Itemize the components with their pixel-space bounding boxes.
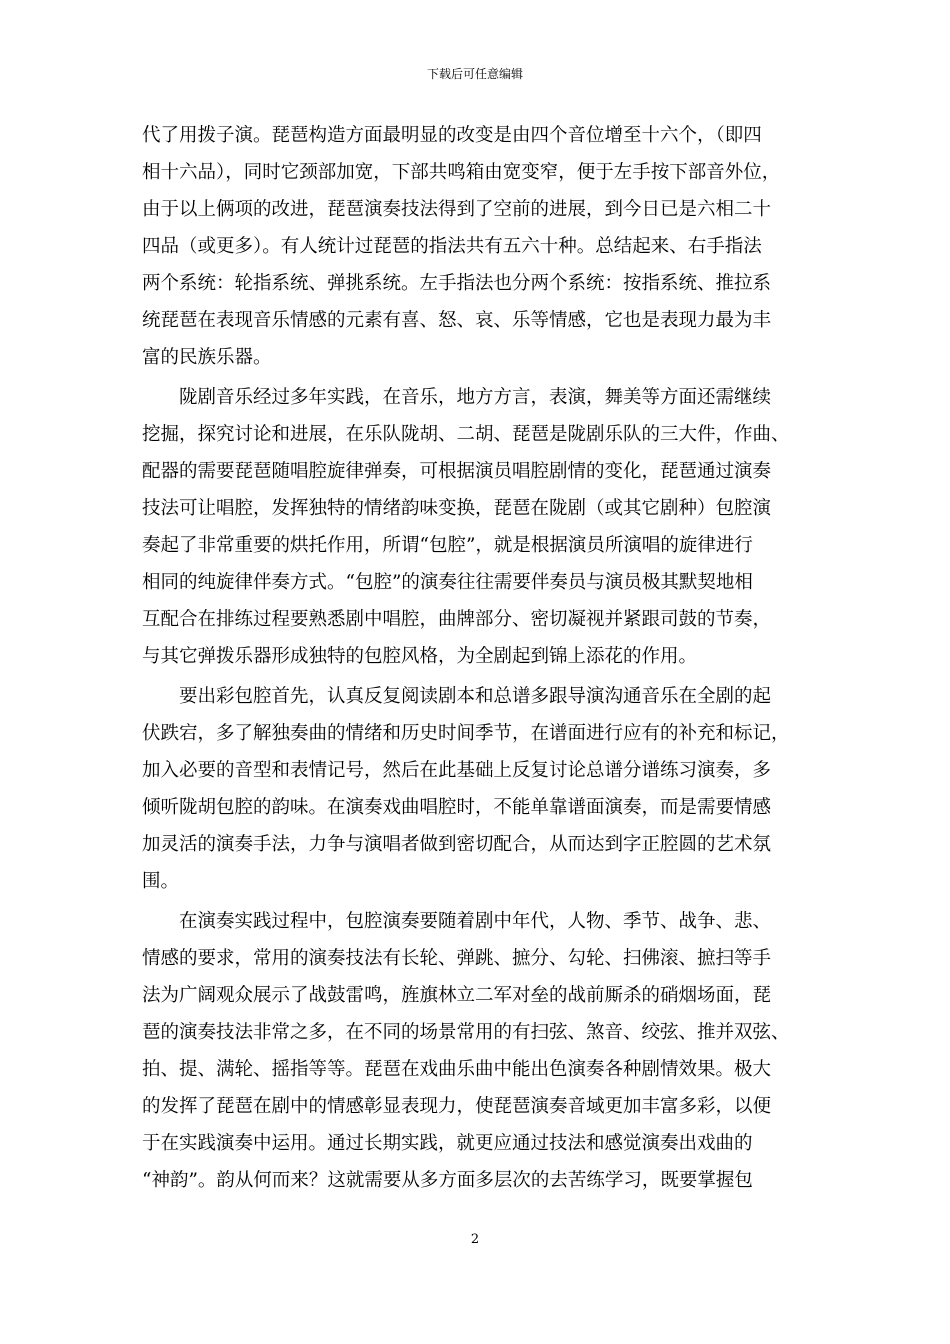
- text-line: 与其它弹拨乐器形成独特的包腔风格，为全剧起到锦上添花的作用。: [142, 646, 698, 667]
- text-line: 在演奏实践过程中，包腔演奏要随着剧中年代，人物、季节、战争、悲、: [142, 911, 772, 932]
- document-body: [142, 117, 814, 1199]
- text-line: “神韵”。韵从何而来？这就需要从多方面多层次的去苦练学习，既要掌握包: [142, 1170, 753, 1191]
- text-line: 互配合在排练过程要熟悉剧中唱腔，曲牌部分、密切凝视并紧跟司鼓的节奏，: [142, 609, 772, 630]
- text-line: 陇剧音乐经过多年实践，在音乐，地方方言，表演，舞美等方面还需继续: [142, 387, 772, 408]
- text-line: 于在实践演奏中运用。通过长期实践，就更应通过技法和感觉演奏出戏曲的: [142, 1133, 753, 1154]
- text-line: 法为广阔观众展示了战鼓雷鸣，旌旗林立二军对垒的战前厮杀的硝烟场面，琵: [142, 985, 772, 1006]
- text-line: 要出彩包腔首先，认真反复阅读剧本和总谱多跟导演沟通音乐在全剧的起: [142, 686, 772, 707]
- text-line: 加灵活的演奏手法，力争与演唱者做到密切配合，从而达到字正腔圆的艺术氛: [142, 834, 772, 855]
- text-line: 相十六品），同时它颈部加宽，下部共鸣箱由宽变窄，便于左手按下部音外位，: [142, 162, 781, 183]
- text-line: 情感的要求，常用的演奏技法有长轮、弹跳、摭分、勾轮、扫佛滚、摭扫等手: [142, 948, 772, 969]
- text-line: 相同的纯旋律伴奏方式。“包腔”的演奏往往需要伴奏员与演员极其默契地相: [142, 572, 753, 593]
- text-line: 围。: [142, 871, 180, 892]
- text-line: 富的民族乐器。: [142, 347, 272, 368]
- text-line: 拍、提、满轮、摇指等等。琵琶在戏曲乐曲中能出色演奏各种剧情效果。极大: [142, 1059, 772, 1080]
- page-number: 2: [470, 1232, 480, 1247]
- text-line: 伏跌宕，多了解独奏曲的情绪和历史时间季节，在谱面进行应有的补充和标记，: [142, 723, 790, 744]
- text-line: 琶的演奏技法非常之多，在不同的场景常用的有扫弦、煞音、绞弦、推并双弦、: [142, 1022, 790, 1043]
- text-line: 统琵琶在表现音乐情感的元素有喜、怒、哀、乐等情感，它也是表现力最为丰: [142, 310, 772, 331]
- text-line: 两个系统：轮指系统、弹挑系统。左手指法也分两个系统：按指系统、推拉系: [142, 273, 772, 294]
- text-line: 挖掘，探究讨论和进展，在乐队陇胡、二胡、琵琶是陇剧乐队的三大件，作曲、: [142, 424, 790, 445]
- text-line: 奏起了非常重要的烘托作用，所谓“包腔”，就是根据演员所演唱的旋律进行: [142, 535, 753, 556]
- text-line: 由于以上俩项的改进，琵琶演奏技法得到了空前的进展，到今日已是六相二十: [142, 199, 772, 220]
- text-line: 技法可让唱腔，发挥独特的情绪韵味变换，琵琶在陇剧（或其它剧种）包腔演: [142, 498, 772, 519]
- text-line: 代了用拨子演。琵琶构造方面最明显的改变是由四个音位增至十六个，（即四: [142, 125, 762, 146]
- page-header: 下载后可任意编辑: [426, 67, 523, 81]
- text-line: 加入必要的音型和表情记号，然后在此基础上反复讨论总谱分谱练习演奏，多: [142, 760, 772, 781]
- text-line: 四品（或更多）。有人统计过琵琶的指法共有五六十种。总结起来、右手指法: [142, 236, 762, 257]
- text-line: 的发挥了琵琶在剧中的情感彰显表现力，使琵琶演奏音域更加丰富多彩，以便: [142, 1096, 772, 1117]
- text-line: 倾听陇胡包腔的韵味。在演奏戏曲唱腔时，不能单靠谱面演奏，而是需要情感: [142, 797, 772, 818]
- text-line: 配器的需要琵琶随唱腔旋律弹奏，可根据演员唱腔剧情的变化，琵琶通过演奏: [142, 461, 772, 482]
